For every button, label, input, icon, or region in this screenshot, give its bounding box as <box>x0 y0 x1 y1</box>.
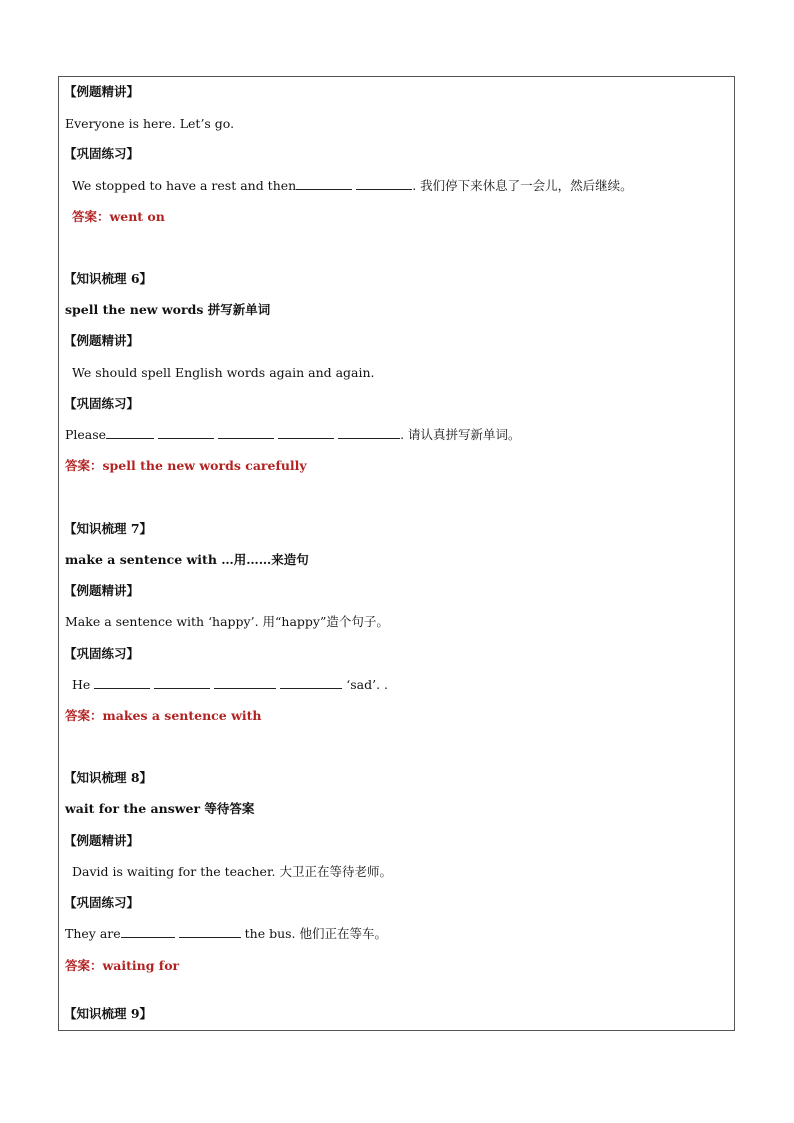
answer: 答案：spell the new words carefully <box>65 458 307 473</box>
practice-heading: 【巩固练习】 <box>64 396 140 411</box>
example-text: Make a sentence with ‘happy’. 用“happy”造个句子。 <box>65 614 389 629</box>
practice-sentence <box>65 926 387 942</box>
practice-sentence <box>65 427 521 443</box>
example-text: David is waiting for the teacher. 大卫正在等待老师。 <box>72 864 393 879</box>
practice-prefix: They are <box>65 926 121 941</box>
practice-heading: 【巩固练习】 <box>64 895 140 910</box>
practice-suffix: . 请认真拼写新单词。 <box>400 427 521 442</box>
practice-suffix: ‘sad’. . <box>342 677 389 692</box>
example-text: We should spell English words again and again. <box>72 365 375 380</box>
example-heading: 【例题精讲】 <box>64 333 140 348</box>
knowledge-heading: 【知识梳理 9】 <box>64 1006 153 1021</box>
answer-blank[interactable] <box>218 427 274 439</box>
knowledge-heading: 【知识梳理 8】 <box>64 770 153 785</box>
practice-suffix: the bus. 他们正在等车。 <box>240 926 387 941</box>
practice-prefix: Please <box>65 427 107 442</box>
answer-blank[interactable] <box>214 677 276 689</box>
practice-sentence <box>72 677 388 693</box>
example-text: Everyone is here. Let’s go. <box>65 116 235 131</box>
key-phrase: make a sentence with …用……来造句 <box>65 552 309 567</box>
knowledge-heading: 【知识梳理 7】 <box>64 521 153 536</box>
practice-sentence <box>72 178 633 194</box>
answer-blank[interactable] <box>106 427 154 439</box>
answer-blank[interactable] <box>179 926 241 938</box>
answer-blank[interactable] <box>154 677 210 689</box>
example-heading: 【例题精讲】 <box>64 833 140 848</box>
answer-blank[interactable] <box>356 178 412 190</box>
answer-blank[interactable] <box>296 178 352 190</box>
answer-blank[interactable] <box>158 427 214 439</box>
key-phrase: spell the new words 拼写新单词 <box>65 302 271 317</box>
key-phrase: wait for the answer 等待答案 <box>65 801 255 816</box>
answer-blank[interactable] <box>280 677 342 689</box>
answer-blank[interactable] <box>338 427 400 439</box>
answer-blank[interactable] <box>121 926 175 938</box>
answer-blank[interactable] <box>278 427 334 439</box>
knowledge-heading: 【知识梳理 6】 <box>64 271 153 286</box>
answer-blank[interactable] <box>94 677 150 689</box>
practice-suffix: . 我们停下来休息了一会儿，然后继续。 <box>412 178 633 193</box>
example-heading: 【例题精讲】 <box>64 583 140 598</box>
practice-prefix: He <box>72 677 91 692</box>
practice-heading: 【巩固练习】 <box>64 646 140 661</box>
practice-heading: 【巩固练习】 <box>64 146 140 161</box>
answer: 答案：makes a sentence with <box>65 708 262 723</box>
answer: 答案：waiting for <box>65 958 180 973</box>
example-heading: 【例题精讲】 <box>64 84 140 99</box>
answer: 答案：went on <box>72 209 165 224</box>
practice-prefix: We stopped to have a rest and then <box>72 178 297 193</box>
